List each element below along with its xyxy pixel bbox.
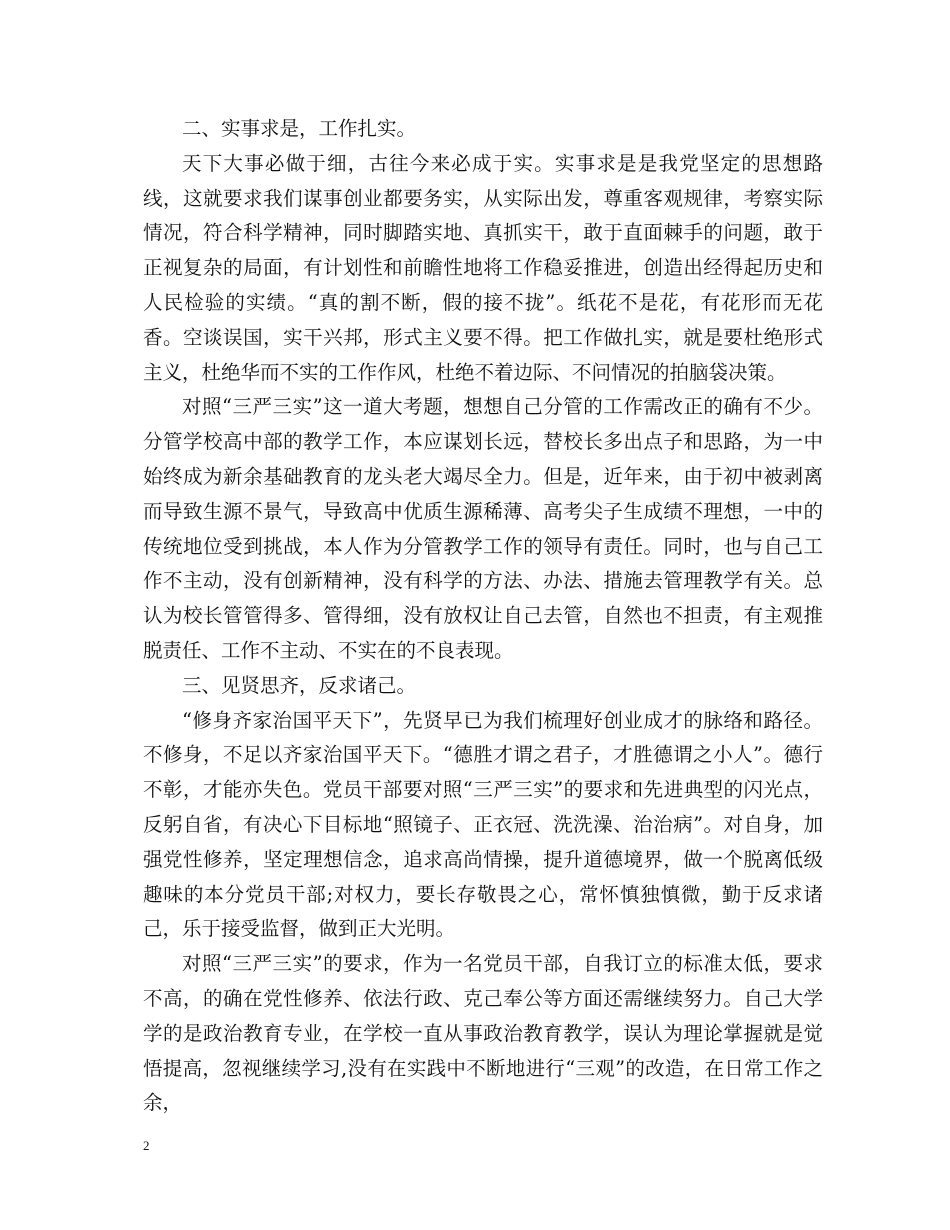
paragraph: “修身齐家治国平天下”，先贤早已为我们梳理好创业成才的脉络和路径。不修身，不足以齐家治国平天下。“德胜才谓之君子，才胜德谓之小人”。德行不彰，才能亦失色。党员干部要对照“三严三实”的要求和先进典型的闪光点，反躬自省，有决心下目标地“照镜子、正衣冠、洗洗澡、治治病”。对自身，加强党性修养，坚定理想信念，追求高尚情操，提升道德境界，做一个脱离低级趣味的本分党员干部;对权力，要长存敬畏之心，常怀慎独慎微，勤于反求诸己，乐于接受监督，做到正大光明。	[143, 708, 823, 941]
document-body	[143, 112, 823, 1121]
section-heading-2: 二、实事求是，工作扎实。	[182, 117, 417, 140]
paragraph: 对照“三严三实”的要求，作为一名党员干部，自我订立的标准太低，要求不高，的确在党性修养、依法行政、克己奉公等方面还需继续努力。自己大学学的是政治教育专业，在学校一直从事政治教育教学，误认为理论掌握就是觉悟提高，忽视继续学习,没有在实践中不断地进行“三观”的改造，在日常工作之余，	[143, 952, 823, 1115]
paragraph: 天下大事必做于细，古往今来必成于实。实事求是是我党坚定的思想路线，这就要求我们谋事创业都要务实，从实际出发，尊重客观规律，考察实际情况，符合科学精神，同时脚踏实地、真抓实干，敢于直面棘手的问题，敢于正视复杂的局面，有计划性和前瞻性地将工作稳妥推进，创造出经得起历史和人民检验的实绩。“真的割不断，假的接不拢”。纸花不是花，有花形而无花香。空谈误国，实干兴邦，形式主义要不得。把工作做扎实，就是要杜绝形式主义，杜绝华而不实的工作作风，杜绝不着边际、不问情况的拍脑袋决策。	[143, 151, 823, 384]
paragraph: 对照“三严三实”这一道大考题，想想自己分管的工作需改正的确有不少。分管学校高中部的教学工作，本应谋划长远，替校长多出点子和思路，为一中始终成为新余基础教育的龙头老大竭尽全力。但是，近年来，由于初中被剥离而导致生源不景气，导致高中优质生源稀薄、高考尖子生成绩不理想，一中的传统地位受到挑战，本人作为分管教学工作的领导有责任。同时，也与自己工作不主动，没有创新精神，没有科学的方法、办法、措施去管理教学有关。总认为校长管管得多、管得细，没有放权让自己去管，自然也不担责，有主观推脱责任、工作不主动、不实在的不良表现。	[143, 395, 823, 662]
section-heading-3: 三、见贤思齐，反求诸己。	[182, 673, 417, 697]
page-number: 2	[143, 1138, 150, 1153]
